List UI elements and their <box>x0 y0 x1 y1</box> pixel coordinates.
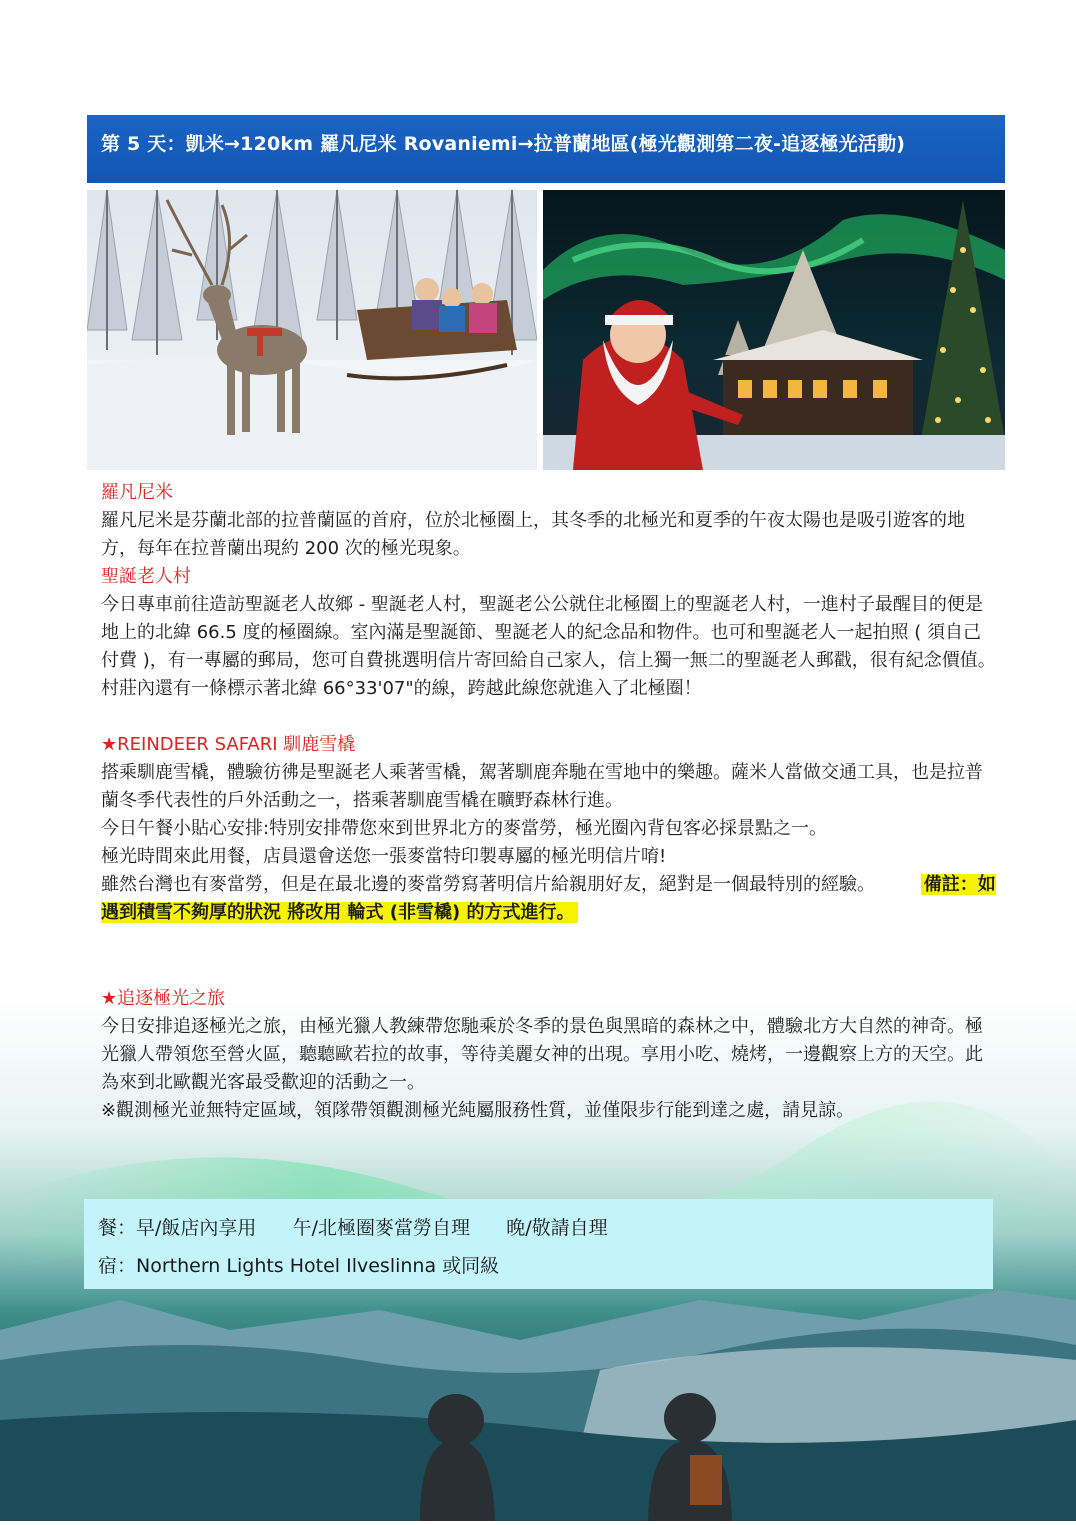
section-body: 今日專車前往造訪聖誕老人故鄉 - 聖誕老人村，聖誕老公公就住北極圈上的聖誕老人村，一進村子最醒目的便是地上的北緯 66.5 度的極圈線。室內滿是聖誕節、聖誕老人的紀念品和物件。也可和聖誕老人一起拍照 ( 須自己付費 )，有一專屬的郵局，您可自費挑選明信片寄回給自己家人，信上獨一無二的聖誕老人郵戳，很有紀念價值。村莊內還有一條標示著北緯 66°33'07"的線，跨越此線您就進入了北極圈！ <box>101 594 996 699</box>
section-body: 今日午餐小貼心安排:特別安排帶您來到世界北方的麥當勞，極光圈內背包客必採景點之一。 <box>101 818 828 839</box>
section-heading: ★REINDEER SAFARI 馴鹿雪橇 <box>101 734 356 755</box>
section-body: 羅凡尼米是芬蘭北部的拉普蘭區的首府，位於北極圈上，其冬季的北極光和夏季的午夜太陽也是吸引遊客的地方，每年在拉普蘭出現約 200 次的極光現象。 <box>101 510 965 559</box>
section-body: 極光時間來此用餐，店員還會送您一張麥當特印製專屬的極光明信片唷! <box>101 846 667 867</box>
section-disclaimer: ※觀測極光並無特定區域，領隊帶領觀測極光純屬服務性質，並僅限步行能到達之處，請見諒。 <box>101 1100 855 1121</box>
section-body: 今日安排追逐極光之旅，由極光獵人教練帶您馳乘於冬季的景色與黑暗的森林之中，體驗北方大自然的神奇。極光獵人帶領您至營火區，聽聽歐若拉的故事，等待美麗女神的出現。享用小吃、燒烤，一邊觀察上方的天空。此為來到北歐觀光客最受歡迎的活動之一。 <box>101 1016 983 1093</box>
day-header <box>87 115 1005 183</box>
section-body-with-note <box>101 871 996 927</box>
section-heading: ★追逐極光之旅 <box>101 988 226 1009</box>
section-body: 搭乘馴鹿雪橇，體驗彷彿是聖誕老人乘著雪橇，駕著馴鹿奔馳在雪地中的樂趣。薩米人當做交通工具，也是拉普蘭冬季代表性的戶外活動之一，搭乘著馴鹿雪橇在曠野森林行進。 <box>101 762 983 811</box>
meals-panel <box>84 1199 993 1289</box>
section-aurora-hunting <box>101 985 996 1125</box>
section-heading: 聖誕老人村 <box>101 566 191 587</box>
santa-village-aurora-photo <box>543 190 1005 470</box>
highlight-note: 備註：如遇到積雪不夠厚的狀況 將改用 輪式 (非雪橇) 的方式進行。 <box>101 874 996 923</box>
section-santa-village <box>101 563 996 703</box>
reindeer-sleigh-photo <box>87 190 537 470</box>
meals-line: 餐：早/飯店內享用 午/北極圈麥當勞自理 晚/敬請自理 <box>98 1217 608 1239</box>
section-reindeer-safari <box>101 731 996 927</box>
day-title: 第 5 天：凱米→120km 羅凡尼米 Rovaniemi→拉普蘭地區(極光觀測第二夜-追逐極光活動) <box>101 133 906 155</box>
hotel-line: 宿：Northern Lights Hotel Ilveslinna 或同級 <box>98 1255 500 1277</box>
section-rovaniemi <box>101 479 996 563</box>
section-heading: 羅凡尼米 <box>101 482 173 503</box>
section-body: 雖然台灣也有麥當勞，但是在最北邊的麥當勞寫著明信片給親朋好友，絕對是一個最特別的經驗。 <box>101 874 875 895</box>
